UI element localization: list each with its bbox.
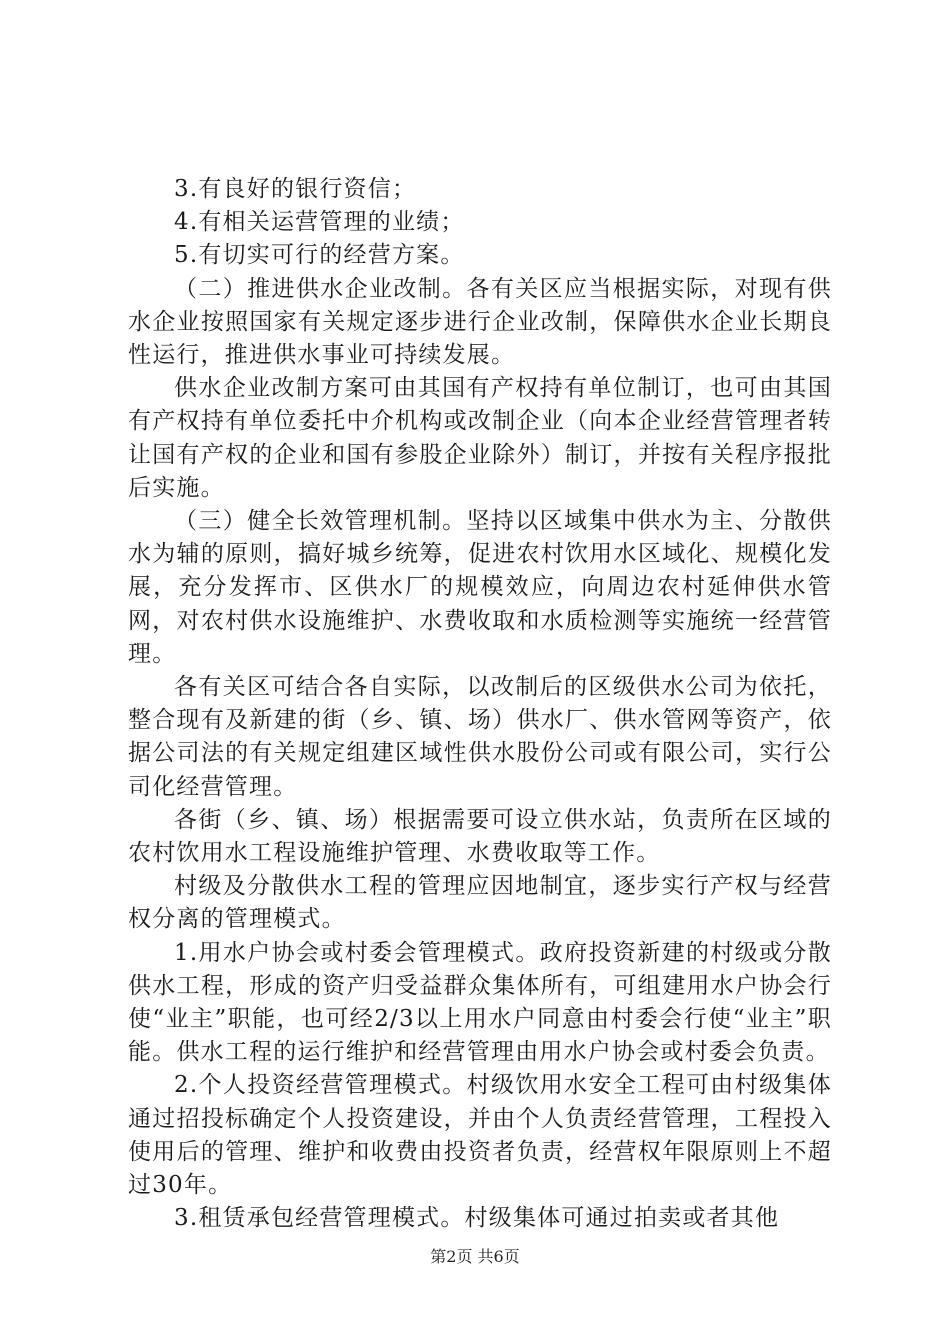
paragraph: 村级及分散供水工程的管理应因地制宜，逐步实行产权与经营权分离的管理模式。 (128, 873, 832, 933)
paragraph: 3.有良好的银行资信； (174, 176, 417, 202)
paragraph: 3.租赁承包经营管理模式。村级集体可通过拍卖或者其他 (174, 1205, 780, 1232)
paragraph: 各街（乡、镇、场）根据需要可设立供水站，负责所在区域的农村饮用水工程设施维护管理、水费收取等工作。 (128, 806, 832, 867)
paragraph: 2.个人投资经营管理模式。村级饮用水安全工程可由村级集体通过招投标确定个人投资建设，并由个人负责经营管理，工程投入使用后的管理、维护和收费由投资者负责，经营权年限原则上不超过30年。 (128, 1072, 832, 1199)
paragraph: 5.有切实可行的经营方案。 (174, 242, 465, 269)
paragraph: 供水企业改制方案可由其国有产权持有单位制订，也可由其国有产权持有单位委托中介机构或改制企业（向本企业经营管理者转让国有产权的企业和国有参股企业除外）制订，并按有关程序报批后实施。 (128, 375, 832, 501)
paragraph: （三）健全长效管理机制。坚持以区域集中供水为主、分散供水为辅的原则，搞好城乡统筹，促进农村饮用水区域化、规模化发展，充分发挥市、区供水厂的规模效应，向周边农村延伸供水管网，对农村供水设施维护、水费收取和水质检测等实施统一经营管理。 (128, 508, 832, 667)
paragraph: （二）推进供水企业改制。各有关区应当根据实际，对现有供水企业按照国家有关规定逐步进行企业改制，保障供水企业长期良性运行，推进供水事业可持续发展。 (128, 275, 832, 369)
paragraph: 4.有相关运营管理的业绩； (174, 209, 465, 236)
paragraph: 各有关区可结合各自实际，以改制后的区级供水公司为依托，整合现有及新建的街（乡、镇、场）供水厂、供水管网等资产，依据公司法的有关规定组建区域性供水股份公司或有限公司，实行公司化经营管理。 (128, 674, 832, 800)
paragraph: 1.用水户协会或村委会管理模式。政府投资新建的村级或分散供水工程，形成的资产归受益群众集体所有，可组建用水户协会行使“业主”职能，也可经2/3以上用水户同意由村委会行使“业主”职能。供水工程的运行维护和经营管理由用水户协会或村委会负责。 (128, 939, 832, 1066)
page-footer: 第2页 共6页 (430, 1247, 520, 1266)
document-body (128, 173, 832, 1236)
